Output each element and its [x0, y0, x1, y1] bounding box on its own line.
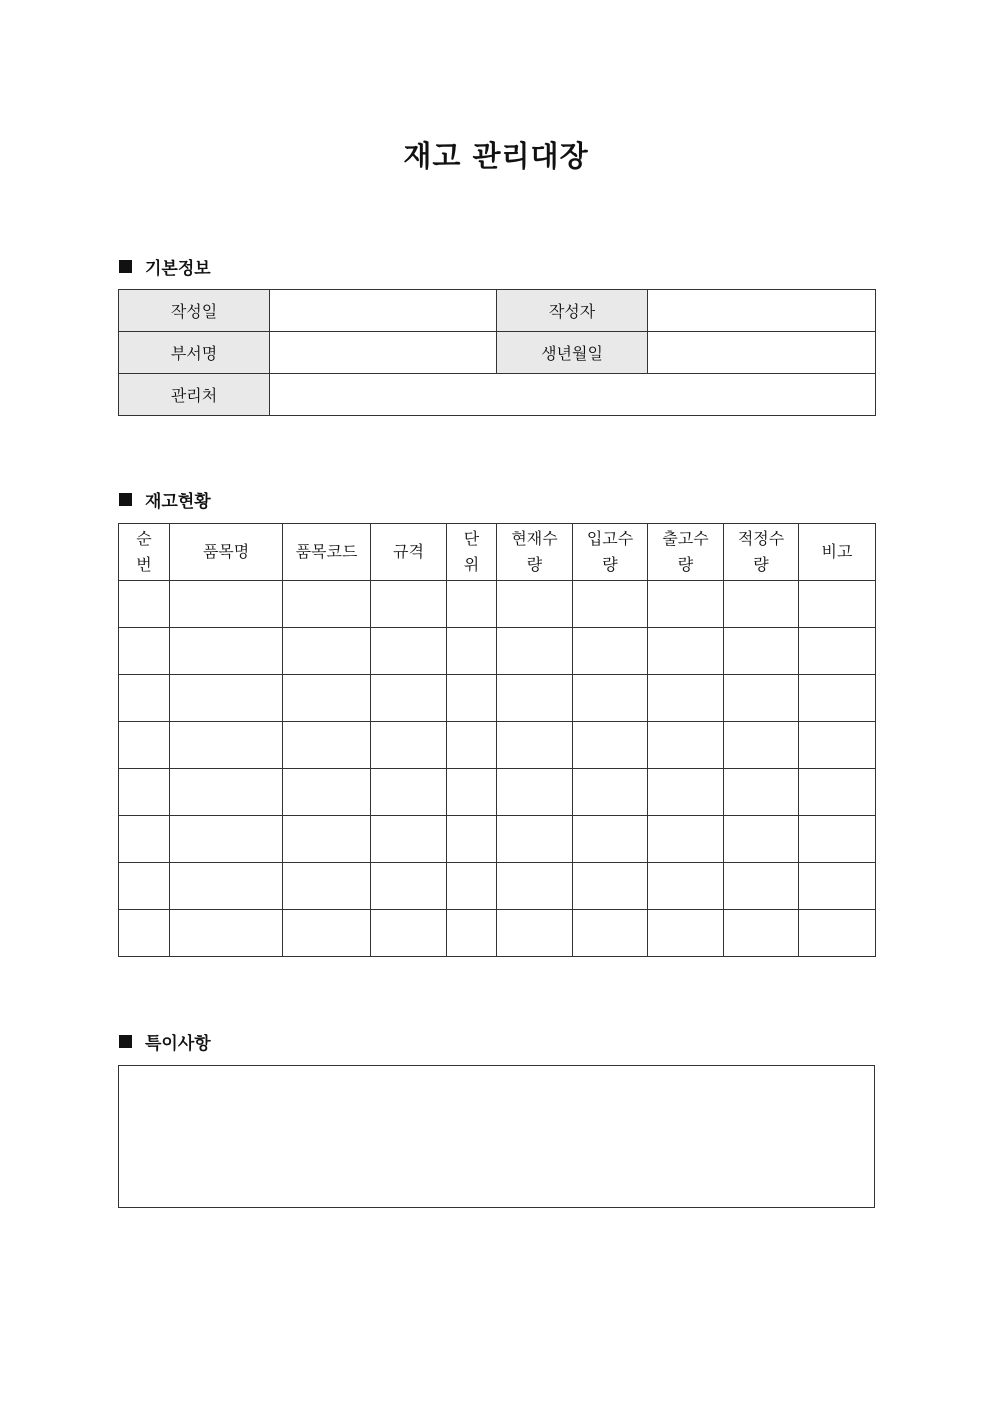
header-text: 현재수 — [511, 529, 558, 548]
table-cell[interactable] — [573, 769, 648, 816]
page-title: 재고 관리대장 — [403, 139, 589, 173]
header-text: 적정수 — [737, 529, 785, 548]
table-cell[interactable] — [799, 675, 876, 722]
table-cell[interactable] — [724, 675, 799, 722]
table-cell[interactable] — [799, 628, 876, 675]
header-serial-no — [119, 524, 170, 581]
header-unit — [447, 524, 497, 581]
table-cell[interactable] — [497, 769, 573, 816]
table-cell[interactable] — [724, 722, 799, 769]
section-heading-label: 기본정보 — [145, 259, 211, 279]
section-heading-label: 재고현황 — [145, 492, 211, 512]
table-cell[interactable] — [724, 863, 799, 910]
table-cell[interactable] — [283, 722, 371, 769]
table-cell[interactable] — [371, 863, 447, 910]
table-cell[interactable] — [648, 581, 724, 628]
table-cell[interactable] — [724, 910, 799, 957]
table-cell[interactable] — [283, 581, 371, 628]
table-cell[interactable] — [573, 581, 648, 628]
table-cell[interactable] — [283, 816, 371, 863]
table-row — [119, 628, 876, 675]
header-text: 량 — [753, 555, 769, 574]
header-item-name: 품목명 — [170, 524, 283, 581]
table-cell[interactable] — [283, 769, 371, 816]
date-label: 작성일 — [119, 290, 270, 332]
table-cell[interactable] — [170, 910, 283, 957]
table-cell[interactable] — [447, 675, 497, 722]
table-cell[interactable] — [648, 816, 724, 863]
table-cell[interactable] — [170, 628, 283, 675]
table-cell[interactable] — [799, 769, 876, 816]
table-cell[interactable] — [573, 628, 648, 675]
header-outgoing-qty — [648, 524, 724, 581]
table-cell[interactable] — [724, 769, 799, 816]
section-heading-label: 특이사항 — [145, 1034, 211, 1054]
table-row — [119, 769, 876, 816]
square-bullet-icon — [119, 260, 132, 273]
section-heading-notes — [119, 1029, 211, 1054]
table-cell[interactable] — [799, 910, 876, 957]
table-cell[interactable] — [283, 863, 371, 910]
table-cell[interactable] — [573, 675, 648, 722]
table-cell[interactable] — [119, 581, 170, 628]
table-cell[interactable] — [283, 910, 371, 957]
header-text: 량 — [677, 555, 694, 574]
table-cell[interactable] — [497, 910, 573, 957]
table-cell[interactable] — [648, 910, 724, 957]
table-cell[interactable] — [497, 628, 573, 675]
table-cell[interactable] — [447, 581, 497, 628]
table-cell[interactable] — [573, 910, 648, 957]
square-bullet-icon — [119, 493, 132, 506]
table-cell[interactable] — [119, 910, 170, 957]
department-field[interactable] — [270, 332, 497, 374]
table-cell[interactable] — [170, 769, 283, 816]
table-row — [119, 374, 876, 416]
header-text: 번 — [136, 555, 152, 574]
table-cell[interactable] — [447, 863, 497, 910]
table-row — [119, 332, 876, 374]
table-cell[interactable] — [170, 675, 283, 722]
manager-field[interactable] — [270, 374, 876, 416]
manager-label: 관리처 — [119, 374, 270, 416]
table-cell[interactable] — [573, 722, 648, 769]
table-cell[interactable] — [170, 816, 283, 863]
department-label: 부서명 — [119, 332, 270, 374]
author-label: 작성자 — [497, 290, 648, 332]
header-text: 순 — [136, 529, 152, 548]
table-cell[interactable] — [799, 722, 876, 769]
table-cell[interactable] — [573, 863, 648, 910]
birthdate-field[interactable] — [648, 332, 876, 374]
table-cell[interactable] — [447, 910, 497, 957]
table-cell[interactable] — [648, 675, 724, 722]
table-row — [119, 863, 876, 910]
table-cell[interactable] — [119, 863, 170, 910]
table-cell[interactable] — [497, 863, 573, 910]
header-text: 위 — [463, 555, 480, 574]
section-heading-basic-info — [119, 254, 211, 279]
table-cell[interactable] — [724, 581, 799, 628]
table-cell[interactable] — [119, 816, 170, 863]
header-spec: 규격 — [371, 524, 447, 581]
table-row — [119, 816, 876, 863]
table-cell[interactable] — [497, 816, 573, 863]
date-field[interactable] — [270, 290, 497, 332]
table-row — [119, 581, 876, 628]
table-cell[interactable] — [447, 769, 497, 816]
table-cell[interactable] — [170, 863, 283, 910]
table-cell[interactable] — [648, 863, 724, 910]
header-current-qty — [497, 524, 573, 581]
section-heading-inventory — [119, 487, 211, 512]
table-row — [119, 675, 876, 722]
table-cell[interactable] — [371, 581, 447, 628]
header-text: 입고수 — [586, 529, 634, 548]
table-cell[interactable] — [648, 722, 724, 769]
table-cell[interactable] — [497, 722, 573, 769]
table-cell[interactable] — [170, 581, 283, 628]
table-cell[interactable] — [371, 722, 447, 769]
header-remarks: 비고 — [799, 524, 876, 581]
table-cell[interactable] — [799, 863, 876, 910]
header-proper-qty — [724, 524, 799, 581]
table-cell[interactable] — [119, 628, 170, 675]
table-cell[interactable] — [283, 675, 371, 722]
header-incoming-qty — [573, 524, 648, 581]
table-header-row — [119, 524, 876, 581]
table-cell[interactable] — [447, 628, 497, 675]
basic-info-table — [118, 289, 876, 416]
author-field[interactable] — [648, 290, 876, 332]
birthdate-label: 생년월일 — [497, 332, 648, 374]
table-cell[interactable] — [799, 816, 876, 863]
table-cell[interactable] — [371, 910, 447, 957]
header-text: 량 — [526, 555, 543, 574]
table-cell[interactable] — [371, 628, 447, 675]
header-text: 량 — [602, 555, 618, 574]
table-cell[interactable] — [497, 581, 573, 628]
table-cell[interactable] — [799, 581, 876, 628]
table-cell[interactable] — [119, 769, 170, 816]
inventory-table-body — [119, 581, 876, 957]
table-cell[interactable] — [648, 769, 724, 816]
table-cell[interactable] — [283, 628, 371, 675]
header-item-code: 품목코드 — [283, 524, 371, 581]
table-cell[interactable] — [497, 675, 573, 722]
table-cell[interactable] — [648, 628, 724, 675]
table-cell[interactable] — [573, 816, 648, 863]
header-text: 단 — [463, 529, 480, 548]
table-cell[interactable] — [371, 816, 447, 863]
table-cell[interactable] — [119, 722, 170, 769]
table-row — [119, 910, 876, 957]
table-cell[interactable] — [170, 722, 283, 769]
table-row — [119, 722, 876, 769]
header-text: 출고수 — [662, 529, 709, 548]
table-cell[interactable] — [447, 722, 497, 769]
square-bullet-icon — [119, 1035, 132, 1048]
table-row — [119, 290, 876, 332]
table-cell[interactable] — [724, 628, 799, 675]
table-cell[interactable] — [724, 816, 799, 863]
table-cell[interactable] — [371, 675, 447, 722]
table-cell[interactable] — [119, 675, 170, 722]
table-cell[interactable] — [371, 769, 447, 816]
inventory-table — [118, 523, 876, 957]
notes-box[interactable] — [118, 1065, 875, 1208]
table-cell[interactable] — [447, 816, 497, 863]
